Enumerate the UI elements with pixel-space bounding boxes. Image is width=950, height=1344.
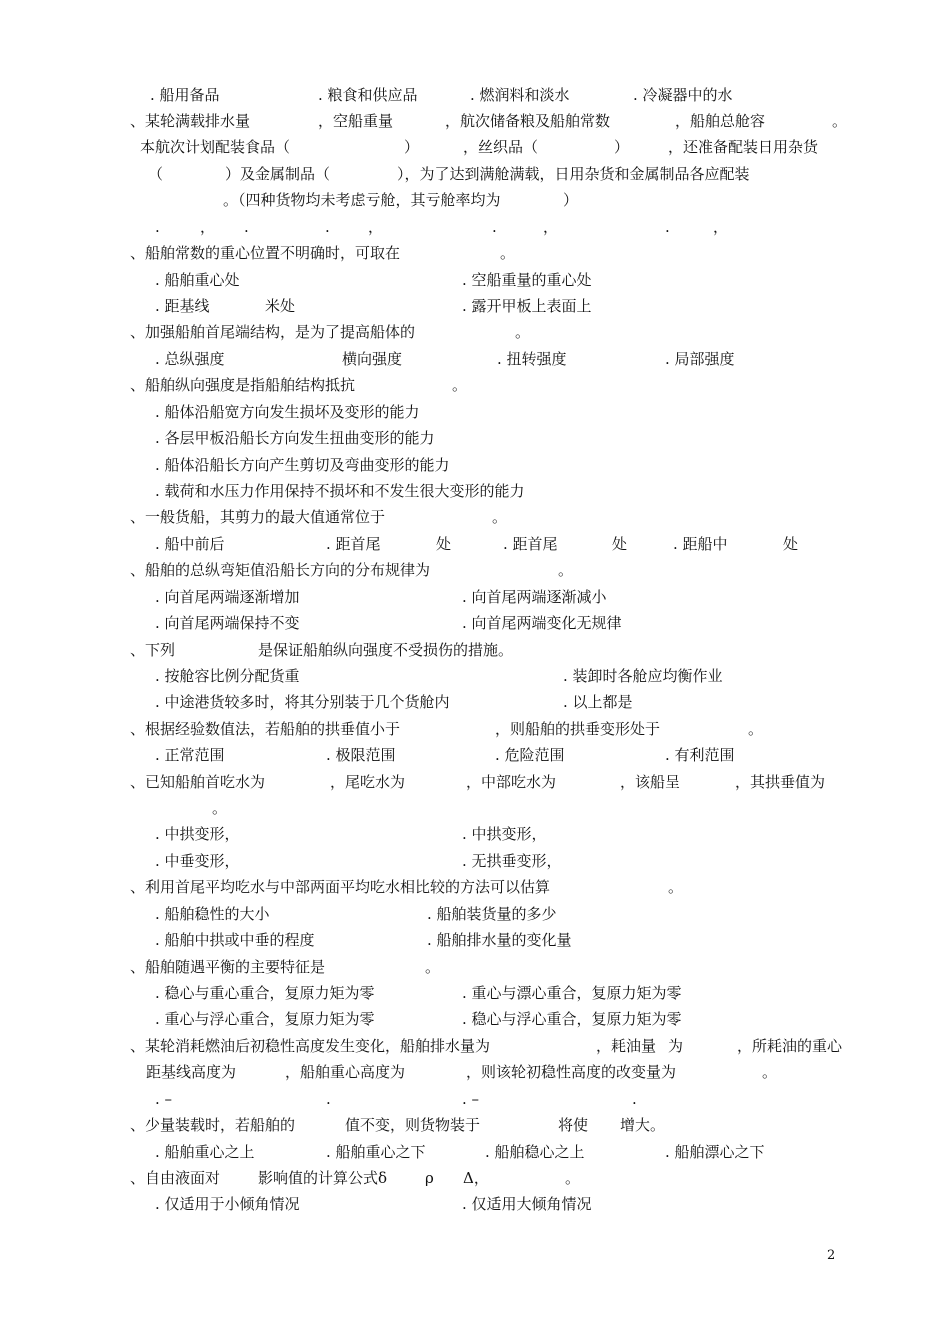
text-segment: . 载荷和水压力作用保持不损坏和不发生很大变形的能力 [155, 482, 525, 500]
text-segment: 。 [425, 958, 441, 976]
text-segment: . 船舶重心之下 [326, 1143, 426, 1161]
text-segment: ，空船重量 [318, 112, 394, 130]
text-segment: . 中垂变形， [155, 852, 240, 870]
text-segment: 、船舶纵向强度是指船舶结构抵抗 [130, 376, 356, 394]
text-segment: . 危险范围 [495, 746, 565, 764]
text-segment: ，耗油量 [596, 1037, 657, 1055]
text-segment: ，中部吃水为 [466, 773, 557, 791]
text-segment: ），为了达到满舱满载，日用杂货和金属制品各应配装 [397, 165, 750, 183]
text-segment: . 中拱变形， [155, 825, 240, 843]
text-segment: 将使 [558, 1116, 589, 1134]
text-segment: ，其拱垂值为 [735, 773, 826, 791]
text-segment: ，丝织品（ [463, 138, 539, 156]
text-segment: 值不变，则货物装于 [345, 1116, 481, 1134]
text-segment: . 距基线 [155, 297, 210, 315]
text-segment: 、船舶常数的重心位置不明确时，可取在 [130, 244, 401, 262]
text-segment: 、某轮满载排水量 [130, 112, 251, 130]
text-segment: 、利用首尾平均吃水与中部两面平均吃水相比较的方法可以估算 [130, 878, 551, 896]
text-segment: . 距船中 [673, 535, 728, 553]
text-segment: . 重心与漂心重合，复原力矩为零 [462, 984, 682, 1002]
text-segment: . 燃润料和淡水 [470, 86, 570, 104]
text-segment: 。（四种货物均未考虑亏舱，其亏舱率均为 [223, 191, 501, 209]
text-segment: . 船中前后 [155, 535, 225, 553]
text-segment: 。 [515, 323, 531, 341]
text-segment: 处 [436, 535, 452, 553]
text-segment: 。 [565, 1169, 581, 1187]
text-segment: . 船舶排水量的变化量 [427, 931, 572, 949]
text-segment: . [325, 218, 330, 236]
text-segment: . 向首尾两端变化无规律 [462, 614, 622, 632]
text-segment: . 船舶漂心之下 [665, 1143, 765, 1161]
text-segment: ，所耗油的重心 [737, 1037, 843, 1055]
text-segment: 、某轮消耗燃油后初稳性高度发生变化，船舶排水量为 [130, 1037, 491, 1055]
text-segment: . – [155, 1090, 173, 1108]
text-segment: . 粮食和供应品 [318, 86, 418, 104]
text-segment: . 仅适用于小倾角情况 [155, 1195, 300, 1213]
text-segment: . 稳心与浮心重合，复原力矩为零 [462, 1010, 682, 1028]
text-segment: . 有利范围 [665, 746, 735, 764]
text-segment: . 船舶稳心之上 [485, 1143, 585, 1161]
text-segment: . [665, 218, 670, 236]
text-segment: 处 [612, 535, 628, 553]
text-segment: 。 [500, 244, 516, 262]
text-segment: （ [148, 165, 164, 183]
text-segment: . 空船重量的重心处 [462, 271, 592, 289]
text-segment: 、自由液面对 [130, 1169, 221, 1187]
text-segment: 、已知船舶首吃水为 [130, 773, 266, 791]
text-segment: 。 [668, 878, 684, 896]
text-segment: ρ [425, 1169, 434, 1187]
text-segment: . 露开甲板上表面上 [462, 297, 592, 315]
text-segment: . 正常范围 [155, 746, 225, 764]
text-segment: ） [614, 138, 630, 156]
text-segment: . – [462, 1090, 480, 1108]
text-segment: . 装卸时各舱应均衡作业 [563, 667, 723, 685]
text-segment: . 船舶重心之上 [155, 1143, 255, 1161]
text-segment: . 船舶中拱或中垂的程度 [155, 931, 315, 949]
text-segment: ，航次储备粮及船舶常数 [445, 112, 611, 130]
text-segment: 、船舶随遇平衡的主要特征是 [130, 958, 326, 976]
text-segment: . 中途港货较多时，将其分别装于几个货舱内 [155, 693, 450, 711]
text-segment: . [155, 218, 160, 236]
text-segment: . [492, 218, 497, 236]
text-segment: 是保证船舶纵向强度不受损伤的措施。 [258, 641, 514, 659]
text-segment: 、下列 [130, 641, 176, 659]
text-segment: 。 [212, 799, 228, 817]
text-segment: Δ， [463, 1169, 489, 1187]
text-segment: . 向首尾两端保持不变 [155, 614, 300, 632]
text-segment: ，则该轮初稳性高度的改变量为 [466, 1063, 677, 1081]
text-segment: 。 [558, 561, 574, 579]
text-segment: ，船舶总舱容 [675, 112, 766, 130]
text-segment: . 中拱变形， [462, 825, 547, 843]
text-segment: 、根据经验数值法，若船舶的拱垂值小于 [130, 720, 401, 738]
text-segment: . 冷凝器中的水 [633, 86, 733, 104]
text-segment: . 扭转强度 [497, 350, 567, 368]
text-segment: 影响值的计算公式δ [258, 1169, 388, 1187]
text-segment: . 重心与浮心重合，复原力矩为零 [155, 1010, 375, 1028]
text-segment: . 稳心与重心重合，复原力矩为零 [155, 984, 375, 1002]
text-segment: ，还准备配装日用杂货 [668, 138, 819, 156]
text-segment: 横向强度 [342, 350, 403, 368]
text-segment: ，尾吃水为 [330, 773, 406, 791]
text-segment: . 以上都是 [563, 693, 633, 711]
text-segment: . 船舶稳性的大小 [155, 905, 270, 923]
text-segment: 、少量装载时，若船舶的 [130, 1116, 296, 1134]
text-segment: 。 [832, 112, 848, 130]
text-segment: . 距首尾 [326, 535, 381, 553]
text-segment: ，该船呈 [620, 773, 681, 791]
text-segment: . 向首尾两端逐渐增加 [155, 588, 300, 606]
text-segment: ，则船舶的拱垂变形处于 [495, 720, 661, 738]
text-segment: . 船用备品 [150, 86, 220, 104]
text-segment: ）及金属制品（ [225, 165, 331, 183]
text-segment: . 向首尾两端逐渐减小 [462, 588, 607, 606]
text-segment: . 距首尾 [503, 535, 558, 553]
text-segment: . [632, 1090, 637, 1108]
text-segment: 为 [668, 1037, 684, 1055]
text-segment: ， [200, 218, 216, 236]
text-segment: . 按舱容比例分配货重 [155, 667, 300, 685]
text-segment: 。 [748, 720, 764, 738]
text-segment: 、船舶的总纵弯矩值沿船长方向的分布规律为 [130, 561, 431, 579]
page-number: 2 [827, 1248, 836, 1263]
text-segment: ，船舶重心高度为 [285, 1063, 406, 1081]
text-segment: 距基线高度为 [146, 1063, 237, 1081]
text-segment: . 船舶重心处 [155, 271, 240, 289]
text-segment: ， [543, 218, 559, 236]
text-segment: 。 [762, 1063, 778, 1081]
text-segment: ， [368, 218, 384, 236]
text-segment: ， [713, 218, 729, 236]
text-segment: . 船舶装货量的多少 [427, 905, 557, 923]
text-segment: . 各层甲板沿船长方向发生扭曲变形的能力 [155, 429, 435, 447]
text-segment: . 无拱垂变形， [462, 852, 562, 870]
text-segment: ） [404, 138, 420, 156]
text-segment: . 船体沿船宽方向发生损坏及变形的能力 [155, 403, 420, 421]
text-segment: . [326, 1090, 331, 1108]
text-segment: . 船体沿船长方向产生剪切及弯曲变形的能力 [155, 456, 450, 474]
text-segment: 米处 [265, 297, 296, 315]
text-segment: 。 [492, 508, 508, 526]
text-segment: . [244, 218, 249, 236]
text-segment: 、加强船舶首尾端结构，是为了提高船体的 [130, 323, 416, 341]
text-segment: 处 [783, 535, 799, 553]
text-segment: 、一般货船，其剪力的最大值通常位于 [130, 508, 386, 526]
text-segment: . 局部强度 [665, 350, 735, 368]
text-segment: . 总纵强度 [155, 350, 225, 368]
text-segment: 增大。 [620, 1116, 666, 1134]
text-segment: 。 [452, 376, 468, 394]
text-segment: 本航次计划配装食品（ [140, 138, 291, 156]
text-segment: ） [563, 191, 579, 209]
text-segment: . 极限范围 [326, 746, 396, 764]
text-segment: . 仅适用大倾角情况 [462, 1195, 592, 1213]
